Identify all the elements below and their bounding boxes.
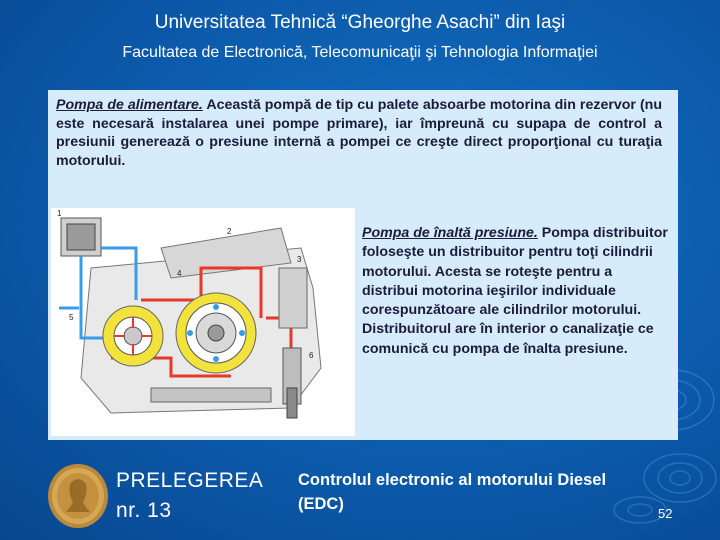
injection-pump-diagram bbox=[51, 208, 355, 436]
course-title: Controlul electronic al motorului Diesel (EDC) bbox=[298, 471, 607, 513]
diagram-label-1: 1 bbox=[57, 209, 62, 218]
page-number: 52 bbox=[658, 506, 673, 521]
intro-paragraph bbox=[56, 96, 662, 170]
diagram-label-6: 6 bbox=[309, 351, 314, 360]
diagram-label-4: 4 bbox=[177, 269, 182, 278]
lecture-label: PRELEGEREA bbox=[116, 469, 264, 492]
diagram-label-5: 5 bbox=[69, 313, 74, 322]
lecture-number: nr. 13 bbox=[116, 499, 172, 522]
faculty-title: Facultatea de Electronică, Telecomunicaţii şi Tehnologia Informaţiei bbox=[122, 44, 598, 61]
high-pressure-pump-paragraph bbox=[362, 224, 672, 359]
diagram-label-2: 2 bbox=[227, 227, 232, 236]
intro-text: Această pompă de tip cu palete absoarbe motorina din rezervor (nu este necesară instalarea unei pompe primare), iar împreună cu supapa de control a presiunii generează o presiune internă a pompei ce creşte direct proporţional cu turaţia motorului. bbox=[56, 97, 663, 169]
side-text: Pompa distribuitor foloseşte un distribuitor pentru toţi cilindrii motorului. Acesta se roteşte pentru a distribui motorina ieşirilor individuale corespunzătoare ale cilindrilor motorului. Distribuitorul are în interior o canalizaţie ce comunică cu pompa de înalta presiune. bbox=[362, 225, 668, 357]
lecture-label-block bbox=[116, 466, 263, 526]
content-panel bbox=[48, 90, 678, 440]
university-medal-logo bbox=[46, 462, 110, 530]
intro-lead: Pompa de alimentare. bbox=[56, 97, 203, 113]
diagram-label-3: 3 bbox=[297, 255, 302, 264]
side-lead: Pompa de înaltă presiune. bbox=[362, 225, 538, 241]
university-title: Universitatea Tehnică “Gheorghe Asachi” din Iaşi bbox=[154, 12, 566, 33]
